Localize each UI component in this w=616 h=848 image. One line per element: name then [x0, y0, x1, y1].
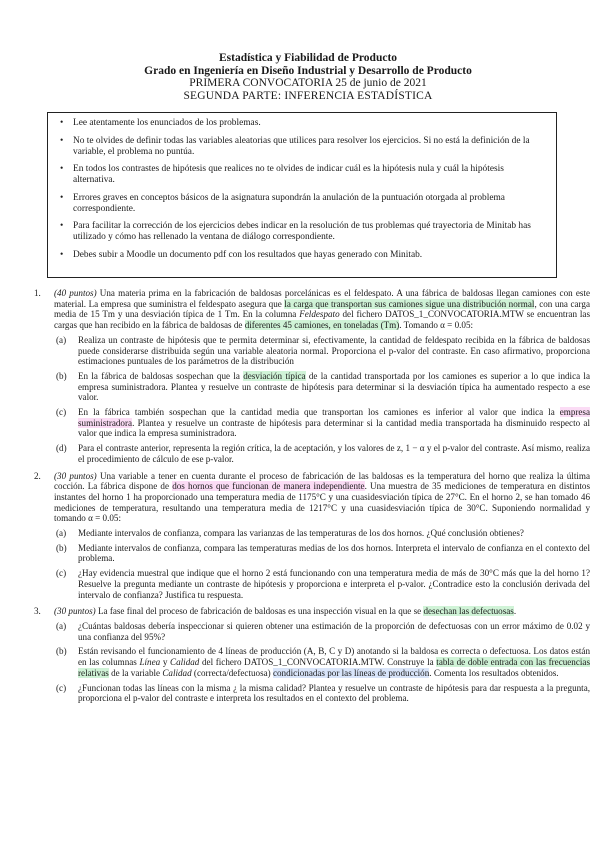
- question-points: (40 puntos): [54, 288, 97, 298]
- bullet-icon: •: [60, 221, 64, 231]
- instruction-item: • Debes subir a Moodle un documento pdf con los resultados que hayas generado con Minitab.: [60, 249, 423, 260]
- instruction-item: • Errores graves en conceptos básicos de la asignatura supondrán la anulación de la puntuación otorgada al problema correspondiente.: [60, 192, 505, 214]
- subquestion-a: (a) Mediante intervalos de confianza, compara las varianzas de las temperaturas de los dos hornos. ¿Qué conclusión obtienes?: [56, 528, 524, 539]
- bullet-icon: •: [60, 192, 64, 203]
- question-2: 2. (30 puntos) Una variable a tener en cuenta durante el proceso de fabricación de las baldosas es la temperatura del horno que realiza la última cocción. La fábrica dispone de dos hornos que funcionan de manera independiente. Una muestra de 35 mediciones de temperatura en distintos instantes del horno 1 ha proporcionado una temperatura media de 1175°C y una cuasidesviación típica de 27°C. En el horno 2, se han tomado 46 mediciones de temperatura, resultando una temperatura media de 1217°C y una cuasidesviación típica de 30°C. Suponiendo normalidad y tomando α = 0.05: (a) Mediante intervalos de confianza, compara las varianzas de las temperaturas de los dos hornos. ¿Qué conclusión obtienes? (b) Mediante intervalos de confianza, compara las temperaturas medias de los dos hornos. Interpreta el intervalo de confianza en el contexto del problema. (c) ¿Hay evidencia muestral que indique que el horno 2 está funcionando con una temperatura media de más de 30°C más que la del horno 1? Resuelve la pregunta mediante un contraste de hipótesis y proporciona e interpreta el p-valor. ¿Contradice esto la conclusión derivada del intervalo de confianza? Justifica tu respuesta.: [34, 470, 590, 600]
- highlighted-text: tabla de doble entrada con las frecuencias relativas: [78, 657, 590, 678]
- question-number: 1.: [34, 288, 41, 298]
- exam-part-title: SEGUNDA PARTE: INFERENCIA ESTADÍSTICA: [183, 89, 433, 102]
- subquestion-list: [54, 528, 590, 600]
- question-1: 1. (40 puntos) Una materia prima en la fabricación de baldosas porcelánicas es el feldespato. A una fábrica de baldosas llegan camiones con este material. La empresa que suministra el feldespato asegura que la carga que transportan sus camiones sigue una distribución normal, con una carga media de 15 Tm y una desviación típica de 1 Tm. En la columna Feldespato del fichero DATOS_1_CONVOCATORIA.MTW se encuentran las cargas que han recibido en la fábrica de baldosas de diferentes 45 camiones, en toneladas (Tm). Tomando α = 0.05: (a) Realiza un contraste de hipótesis que te permita determinar si, efectivamente, la cantidad de feldespato recibida en la fábrica de baldosas puede considerarse distribuida según una variable aleatoria normal. Proporciona el p-valor del contraste. En caso afirmativo, proporciona estimaciones puntuales de los parámetros de la distribución (b) En la fábrica de baldosas sospechan que la desviación típica de la cantidad transportada por los camiones es superior a lo que indica la empresa suministradora. Plantea y resuelve un contraste de hipótesis para determinar si la desviación típica ha aumentado respecto a ese valor. (c) En la fábrica también sospechan que la cantidad media que transportan los camiones es inferior al valor que indica la empresa suministradora. Plantea y resuelve un contraste de hipótesis para determinar si la cantidad media transportada ha disminuido respecto al valor que indica la empresa suministradora. (d) Para el contraste anterior, representa la región crítica, la de aceptación, y los valores de z, 1 − α y el p-valor del contraste. Así mismo, realiza el procedimiento de cálculo de ese p-valor.: [34, 288, 590, 464]
- subquestion-a: (a) Realiza un contraste de hipótesis que te permita determinar si, efectivamente, la cantidad de feldespato recibida en la fábrica de baldosas puede considerarse distribuida según una variable aleatoria normal. Proporciona el p-valor del contraste. En caso afirmativo, proporciona estimaciones puntuales de los parámetros de la distribución: [56, 334, 590, 367]
- bullet-icon: •: [60, 164, 64, 174]
- subquestion-a: (a) ¿Cuántas baldosas debería inspeccionar si quieren obtener una estimación de la proporción de defectuosas con un error máximo de 0.02 y una confianza del 95%?: [56, 620, 590, 642]
- subquestion-c: (c) En la fábrica también sospechan que la cantidad media que transportan los camiones es inferior al valor que indica la empresa suministradora. Plantea y resuelve un contraste de hipótesis para determinar si la cantidad media transportada ha disminuido respecto al valor que indica la empresa suministradora.: [56, 407, 590, 439]
- highlighted-text: desechan las defectuosas: [423, 606, 514, 617]
- highlighted-text: condicionadas por las líneas de producción: [272, 667, 430, 678]
- highlighted-text: dos hornos que funcionan de manera independiente: [172, 481, 365, 492]
- subquestion-list: [54, 335, 590, 465]
- highlighted-text: desviación típica: [243, 370, 306, 381]
- course-title: Estadística y Fiabilidad de Producto: [218, 52, 398, 64]
- degree-title: Grado en Ingeniería en Diseño Industrial y Desarrollo de Producto: [144, 64, 472, 77]
- instructions-list: [58, 118, 546, 261]
- subquestion-list: [54, 621, 590, 704]
- exam-header: [60, 52, 556, 102]
- subquestion-c: (c) ¿Hay evidencia muestral que indique que el horno 2 está funcionando con una temperatura media de más de 30°C más que la del horno 1? Resuelve la pregunta mediante un contraste de hipótesis y proporciona e interpreta el p-valor. ¿Contradice esto la conclusión derivada del intervalo de confianza? Justifica tu respuesta.: [56, 568, 590, 600]
- instruction-item: • Para facilitar la corrección de los ejercicios debes indicar en la resolución de tus problemas qué trayectoria de Minitab has utilizado y cómo has rellenado la ventana de diálogo correspondiente.: [60, 221, 531, 242]
- question-number: 2.: [34, 470, 41, 481]
- subquestion-b: (b) Están revisando el funcionamiento de 4 líneas de producción (A, B, C y D) anotando si la baldosa es correcta o defectuosa. Los datos están en las columnas Línea y Calidad del fichero DATOS_1_CONVOCATORIA.MTW. Construye la tabla de doble entrada con las frecuencias relativas de la variable Calidad (correcta/defectuosa) condicionadas por las líneas de producción. Comenta los resultados obtenidos.: [56, 646, 590, 678]
- subquestion-b: (b) Mediante intervalos de confianza, compara las temperaturas medias de los dos hornos. Interpreta el intervalo de confianza en el contexto del problema.: [56, 542, 590, 564]
- highlighted-text: empresa suministradora: [78, 407, 590, 428]
- question-3: 3. (30 puntos) La fase final del proceso de fabricación de baldosas es una inspección visual en la que se desechan las defectuosas. (a) ¿Cuántas baldosas debería inspeccionar si quieren obtener una estimación de la proporción de defectuosas con un error máximo de 0.02 y una confianza del 95%? (b) Están revisando el funcionamiento de 4 líneas de producción (A, B, C y D) anotando si la baldosa es correcta o defectuosa. Los datos están en las columnas Línea y Calidad del fichero DATOS_1_CONVOCATORIA.MTW. Construye la tabla de doble entrada con las frecuencias relativas de la variable Calidad (correcta/defectuosa) condicionadas por las líneas de producción. Comenta los resultados obtenidos. (c) ¿Funcionan todas las líneas con la misma ¿ la misma calidad? Plantea y resuelve un contraste de hipótesis para dar respuesta a la pregunta, proporciona el p-valor del contraste e interpreta los resultados en el contexto del problema.: [34, 606, 590, 704]
- question-points: (30 puntos): [54, 470, 97, 481]
- highlighted-text: la carga que transportan sus camiones sigue una distribución normal: [284, 298, 535, 309]
- subquestion-b: (b) En la fábrica de baldosas sospechan que la desviación típica de la cantidad transportada por los camiones es superior a lo que indica la empresa suministradora. Plantea y resuelve un contraste de hipótesis para determinar si la desviación típica ha aumentado respecto a ese valor.: [56, 370, 590, 403]
- instruction-item: • En todos los contrastes de hipótesis que realices no te olvides de indicar cuál es la hipótesis nula y cuál la hipótesis alternativa.: [60, 164, 504, 185]
- bullet-icon: •: [60, 118, 64, 128]
- instructions-box: [47, 112, 557, 278]
- subquestion-c: (c) ¿Funcionan todas las líneas con la misma ¿ la misma calidad? Plantea y resuelve un contraste de hipótesis para dar respuesta a la pregunta, proporciona el p-valor del contraste e interpreta los resultados en el contexto del problema.: [56, 682, 590, 704]
- question-points: (30 puntos): [54, 606, 96, 617]
- highlighted-text: diferentes 45 camiones, en toneladas (Tm): [244, 320, 400, 331]
- exam-session: PRIMERA CONVOCATORIA 25 de junio de 2021: [189, 77, 427, 89]
- bullet-icon: •: [60, 249, 64, 260]
- instruction-item: • Lee atentamente los enunciados de los problemas.: [60, 118, 261, 128]
- instruction-item: • No te olvides de definir todas las variables aleatorias que utilices para resolver los ejercicios. Si no está la definición de la variable, el problema no puntúa.: [60, 135, 530, 157]
- subquestion-d: (d) Para el contraste anterior, representa la región crítica, la de aceptación, y los valores de z, 1 − α y el p-valor del contraste. Así mismo, realiza el procedimiento de cálculo de ese p-valor.: [56, 443, 590, 464]
- question-number: 3.: [34, 606, 41, 617]
- bullet-icon: •: [60, 135, 64, 146]
- exam-body: [30, 288, 590, 708]
